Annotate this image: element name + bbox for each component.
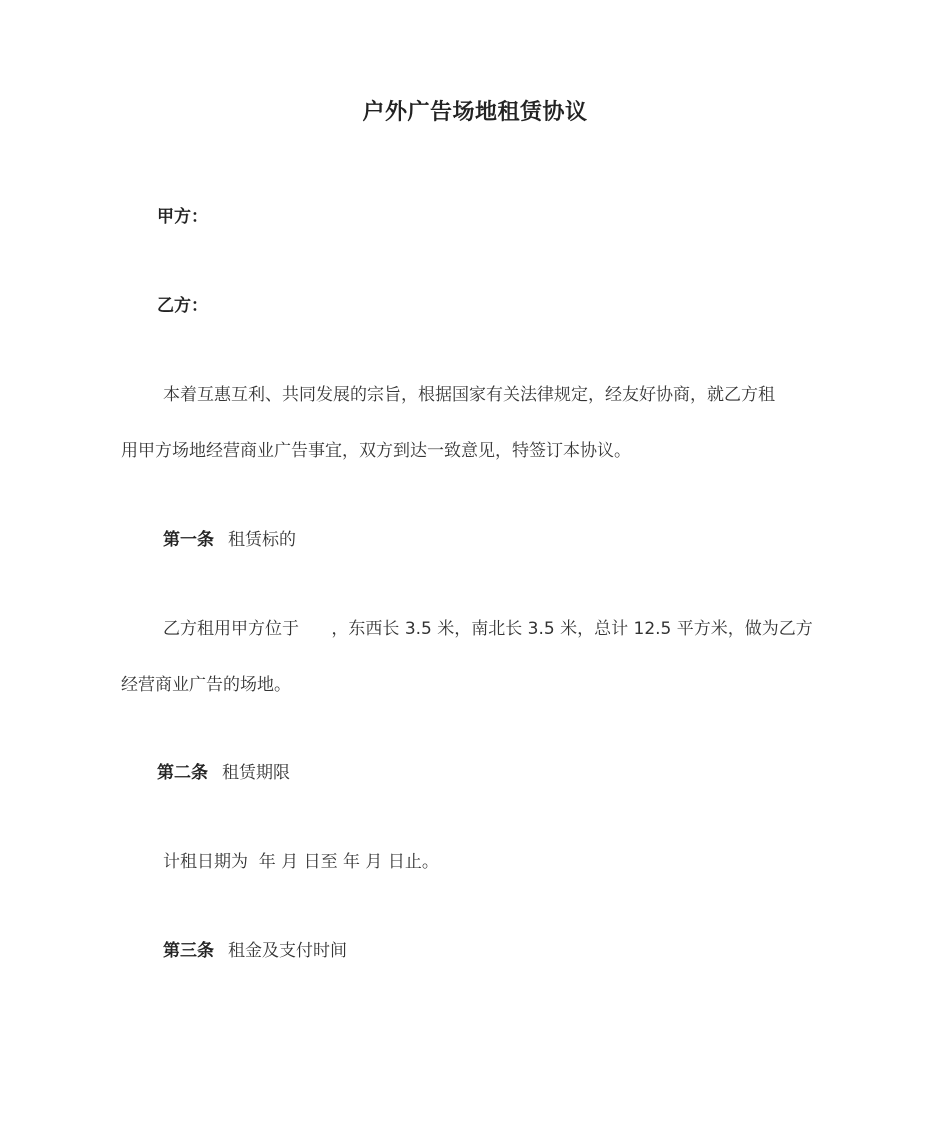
article-3-heading xyxy=(163,938,347,964)
article-3-title: 租金及支付时间 xyxy=(228,941,347,961)
article-1-title: 租赁标的 xyxy=(228,530,296,550)
article-1-line-1: 乙方租用甲方位于 ，东西长 3.5 米，南北长 3.5 米，总计 12.5 平方米，做为乙方 xyxy=(163,619,813,639)
article-2-title: 租赁期限 xyxy=(222,763,290,783)
article-3-label: 第三条 xyxy=(163,941,214,961)
intro-paragraph-line-2: 用甲方场地经营商业广告事宜，双方到达一致意见，特签订本协议。 xyxy=(121,441,631,461)
article-1-heading xyxy=(163,527,296,553)
article-2-heading xyxy=(157,760,290,786)
party-b-label: 乙方： xyxy=(157,296,208,316)
intro-paragraph-line-1: 本着互惠互利、共同发展的宗旨，根据国家有关法律规定，经友好协商，就乙方租 xyxy=(163,385,775,405)
article-2-label: 第二条 xyxy=(157,763,208,783)
document-title: 户外广告场地租赁协议 xyxy=(362,100,588,125)
article-2-line-1: 计租日期为 年 月 日至 年 月 日止。 xyxy=(163,852,439,872)
party-a-label: 甲方： xyxy=(157,207,208,227)
article-1-line-2: 经营商业广告的场地。 xyxy=(121,675,291,695)
article-1-label: 第一条 xyxy=(163,530,214,550)
